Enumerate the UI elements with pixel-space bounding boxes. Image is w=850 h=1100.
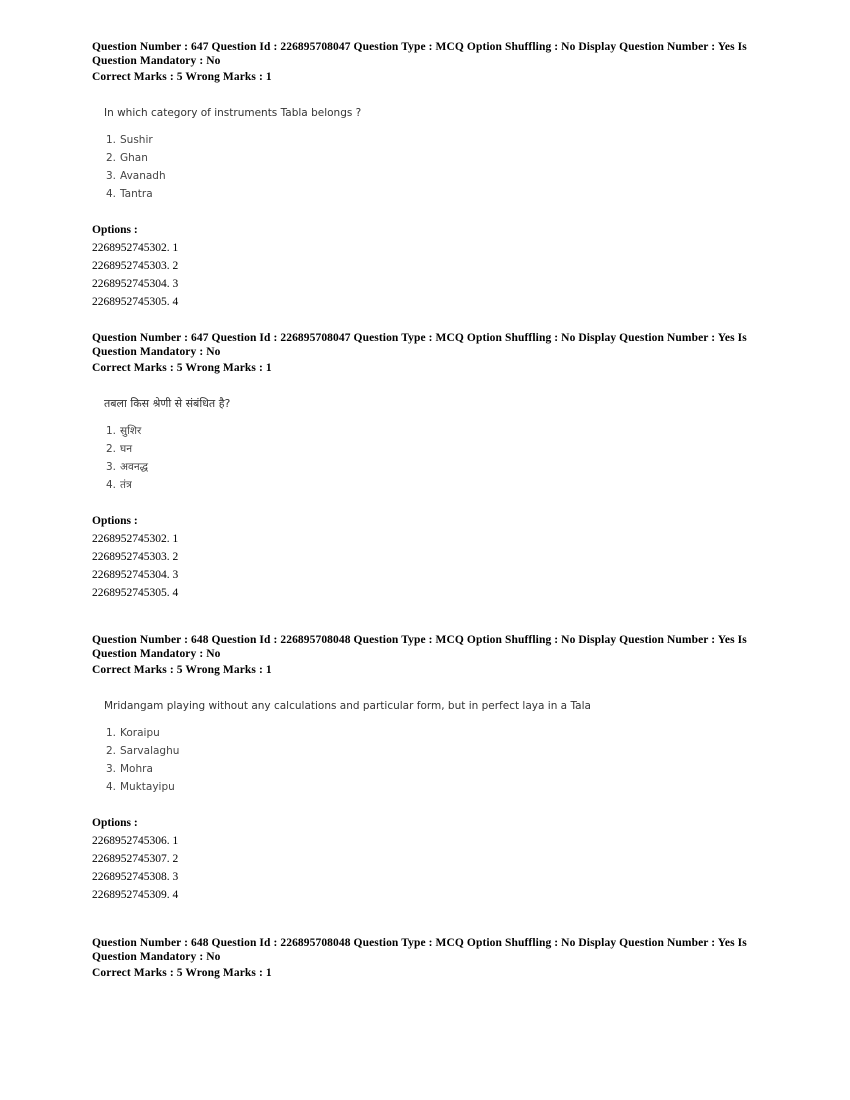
question-marks: Correct Marks : 5 Wrong Marks : 1 [92, 967, 272, 979]
question-block [92, 40, 772, 311]
choice-item: 1. सुशिर [106, 425, 142, 437]
option-id: 2268952745306. 1 [92, 835, 179, 847]
question-header [92, 331, 772, 375]
question-mandatory: Question Mandatory : No [92, 346, 221, 358]
option-id: 2268952745302. 1 [92, 242, 179, 254]
option-id: 2268952745305. 4 [92, 296, 179, 308]
option-id: 2268952745303. 2 [92, 260, 179, 272]
option-id: 2268952745307. 2 [92, 853, 179, 865]
choice-item: 1. Sushir [106, 134, 153, 146]
options-heading: Options : [92, 817, 138, 829]
option-id: 2268952745309. 4 [92, 889, 179, 901]
question-header [92, 633, 772, 677]
question-block [92, 936, 772, 980]
choice-item: 3. अवनद्ध [106, 461, 149, 473]
question-meta: Question Number : 647 Question Id : 226895708047 Question Type : MCQ Option Shuffling : No Display Question Number : Yes Is [92, 41, 747, 53]
choice-item: 4. Muktayipu [106, 781, 175, 793]
question-block [92, 331, 772, 602]
question-meta: Question Number : 648 Question Id : 226895708048 Question Type : MCQ Option Shuffling : No Display Question Number : Yes Is [92, 937, 747, 949]
question-header [92, 936, 772, 980]
question-block [92, 633, 772, 904]
options-heading: Options : [92, 224, 138, 236]
question-marks: Correct Marks : 5 Wrong Marks : 1 [92, 362, 272, 374]
question-marks: Correct Marks : 5 Wrong Marks : 1 [92, 71, 272, 83]
question-mandatory: Question Mandatory : No [92, 55, 221, 67]
question-meta: Question Number : 647 Question Id : 226895708047 Question Type : MCQ Option Shuffling : No Display Question Number : Yes Is [92, 332, 747, 344]
option-id: 2268952745304. 3 [92, 569, 179, 581]
question-text: Mridangam playing without any calculations and particular form, but in perfect laya in a Tala [104, 700, 591, 712]
choice-list [106, 422, 772, 494]
choice-item: 3. Mohra [106, 763, 153, 775]
choice-item: 2. Ghan [106, 152, 148, 164]
choice-item: 1. Koraipu [106, 727, 160, 739]
choice-item: 4. तंत्र [106, 479, 132, 491]
option-id: 2268952745308. 3 [92, 871, 179, 883]
choice-list [106, 131, 772, 203]
choice-item: 2. Sarvalaghu [106, 745, 180, 757]
option-id: 2268952745303. 2 [92, 551, 179, 563]
question-mandatory: Question Mandatory : No [92, 951, 221, 963]
choice-item: 2. घन [106, 443, 133, 455]
question-mandatory: Question Mandatory : No [92, 648, 221, 660]
question-header [92, 40, 772, 84]
option-id: 2268952745304. 3 [92, 278, 179, 290]
question-marks: Correct Marks : 5 Wrong Marks : 1 [92, 664, 272, 676]
choice-item: 4. Tantra [106, 188, 153, 200]
question-meta: Question Number : 648 Question Id : 226895708048 Question Type : MCQ Option Shuffling : No Display Question Number : Yes Is [92, 634, 747, 646]
choice-item: 3. Avanadh [106, 170, 166, 182]
option-id: 2268952745305. 4 [92, 587, 179, 599]
option-id: 2268952745302. 1 [92, 533, 179, 545]
choice-list [106, 724, 772, 796]
question-text: In which category of instruments Tabla belongs ? [104, 107, 362, 119]
question-text: तबला किस श्रेणी से संबंधित है? [104, 397, 231, 410]
options-heading: Options : [92, 515, 138, 527]
